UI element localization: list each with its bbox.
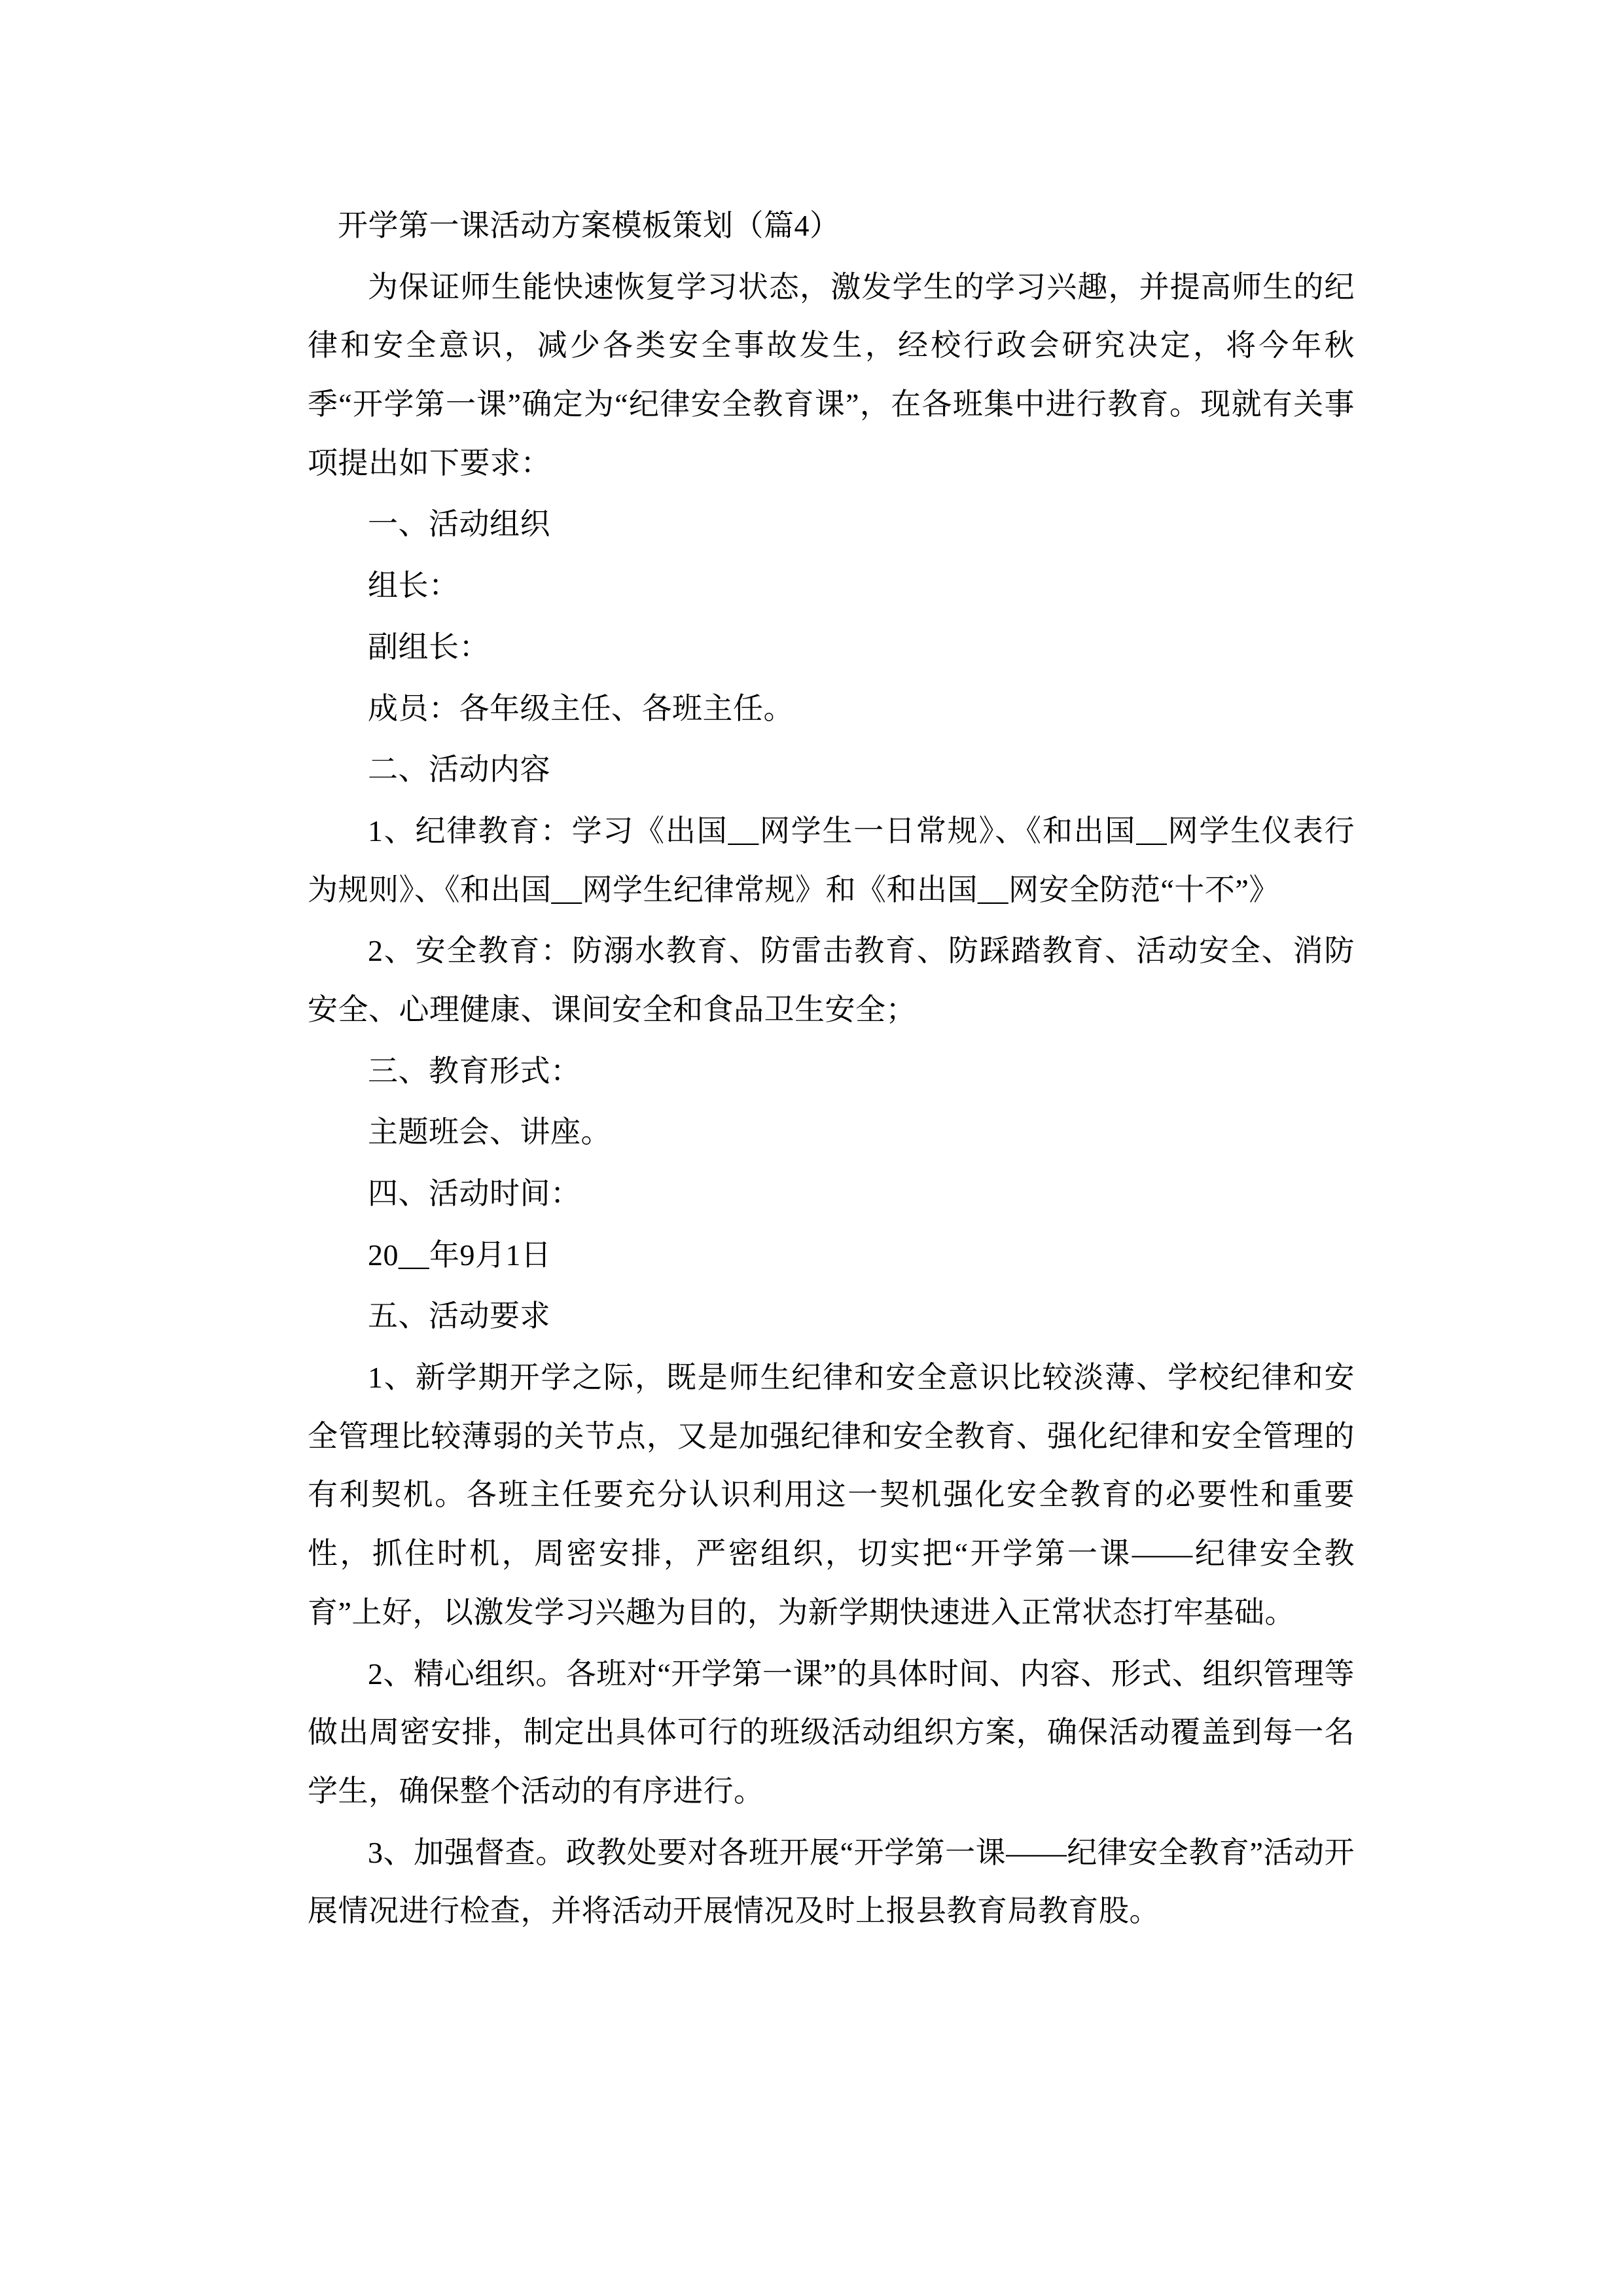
paragraph-requirement-1: 1、新学期开学之际，既是师生纪律和安全意识比较淡薄、学校纪律和安全管理比较薄弱的关节点，又是加强纪律和安全教育、强化纪律和安全管理的有利契机。各班主任要充分认识利用这一契机强化安全教育的必要性和重要性，抓住时机，周密安排，严密组织，切实把“开学第一课——纪律安全教育”上好，以激发学习兴趣为目的，为新学期快速进入正常状态打牢基础。 [308,1361,1355,1629]
section-heading-requirements: 五、活动要求 [368,1299,550,1333]
paragraph-safety-education: 2、安全教育：防溺水教育、防雷击教育、防踩踏教育、活动安全、消防安全、心理健康、课间安全和食品卫生安全； [308,934,1355,1026]
paragraph-intro: 为保证师生能快速恢复学习状态，激发学生的学习兴趣，并提高师生的纪律和安全意识，减少各类安全事故发生，经校行政会研究决定，将今年秋季“开学第一课”确定为“纪律安全教育课”，在各班集中进行教育。现就有关事项提出如下要求： [308,270,1355,480]
section-heading-content: 二、活动内容 [368,753,550,787]
document-title: 开学第一课活动方案模板策划（篇4） [338,209,840,242]
paragraph-deputy-leader: 副组长： [368,630,490,664]
section-heading-format: 三、教育形式： [368,1054,581,1088]
paragraph-requirement-3: 3、加强督查。政教处要对各班开展“开学第一课——纪律安全教育”活动开展情况进行检查，并将活动开展情况及时上报县教育局教育股。 [308,1835,1355,1928]
section-heading-organization: 一、活动组织 [368,507,550,541]
paragraph-members: 成员：各年级主任、各班主任。 [368,691,794,725]
paragraph-format-detail: 主题班会、讲座。 [368,1115,611,1149]
section-heading-time: 四、活动时间： [368,1177,581,1210]
paragraph-date: 20__年9月1日 [368,1238,552,1272]
paragraph-discipline-education: 1、纪律教育：学习《出国__网学生一日常规》、《和出国__网学生仪表行为规则》、《和出国__网学生纪律常规》和《和出国__网安全防范“十不”》 [308,814,1355,906]
paragraph-requirement-2: 2、精心组织。各班对“开学第一课”的具体时间、内容、形式、组织管理等做出周密安排，制定出具体可行的班级活动组织方案，确保活动覆盖到每一名学生，确保整个活动的有序进行。 [308,1657,1355,1808]
document-body [308,196,1355,1943]
paragraph-leader: 组长： [368,569,459,603]
